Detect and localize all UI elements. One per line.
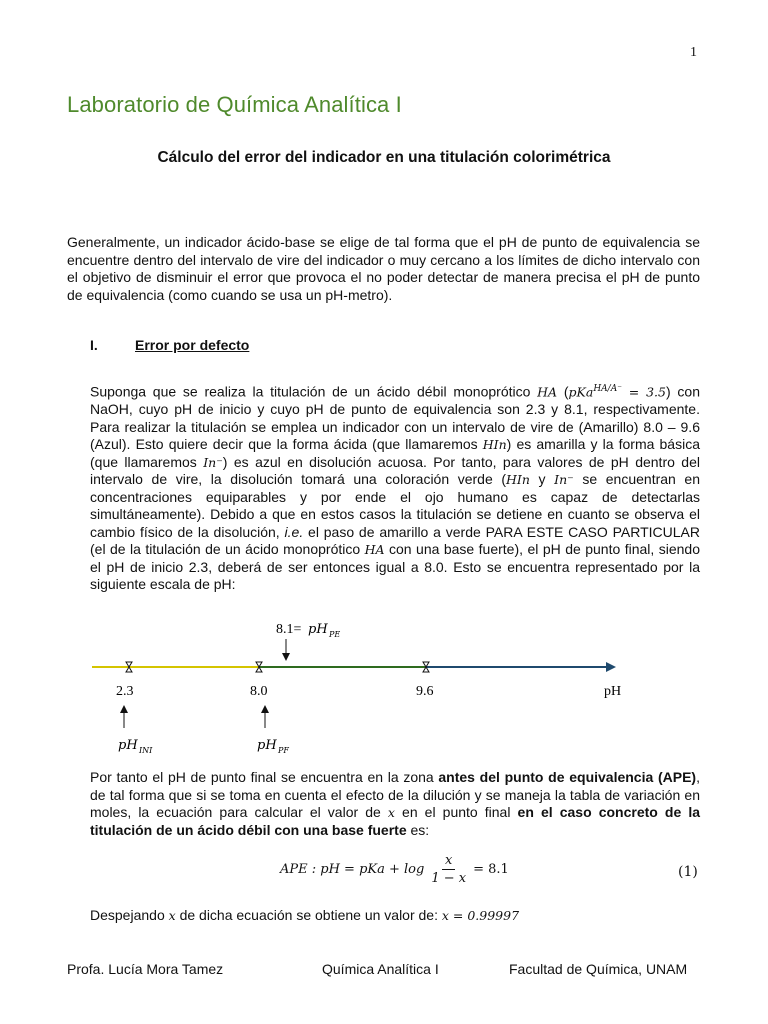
scale-arrow-head — [606, 662, 616, 672]
text: ) es azul en disolución acuosa. Por tanto, para valores de pH dentro del intervalo de vire, la disolución tomará una coloración verde ( — [90, 453, 700, 488]
text: Despejando — [90, 907, 169, 923]
math-hin: HIn — [482, 437, 507, 453]
text: de dicha ecuación se obtiene un valor de: — [175, 907, 442, 923]
math-in: In⁻ — [554, 472, 574, 488]
text: Suponga que se realiza la titulación de un ácido débil monoprótico — [90, 383, 538, 400]
math-ha: HA — [364, 542, 385, 558]
text: con una base fuerte), el pH de punto final, siendo el pH de inicio 2.3, deberá de ser entonces igual a 8.0. Esto se encuentra representado por la siguiente escala de pH: — [90, 541, 700, 593]
math-pka-value: = 3.5 — [621, 384, 666, 400]
section-title: Error por defecto — [135, 337, 250, 353]
equation-1 — [280, 852, 509, 887]
pe-label: 8.1= — [276, 622, 302, 637]
pe-ph: pH — [308, 622, 328, 637]
math-x: x — [168, 908, 176, 923]
document-title: Laboratorio de Química Analítica I — [67, 92, 402, 117]
math-pka: pKa — [568, 384, 594, 400]
document-subtitle: Cálculo del error del indicador en una titulación colorimétrica — [157, 149, 611, 166]
fraction-numerator: x — [442, 852, 455, 870]
pf-ph: pH — [257, 738, 277, 753]
math-ha: HA — [537, 384, 558, 400]
page-number: 1 — [690, 45, 697, 60]
equation-number: (1) — [678, 864, 698, 880]
math-hin: HIn — [506, 472, 530, 488]
fraction-denominator: 1 − x — [431, 871, 467, 886]
text: ) es amarilla y la forma básica (que llamaremos — [90, 436, 700, 470]
math-x: x — [387, 805, 395, 820]
tick-label-9-6: 9.6 — [416, 684, 434, 699]
text: ) con NaOH, cuyo pH de inicio y cuyo pH de punto de equivalencia son 2.3 y 8.1, respectivamente. Para realizar la titulación se emplea un indicador con un intervalo de vire de (Amarillo) 8.0 – 9.6 (Azul). Esto quiere decir que la forma ácida (que llamaremos — [90, 383, 700, 453]
footer-course: Química Analítica I — [322, 961, 439, 977]
tick-label-2-3: 2.3 — [116, 684, 134, 699]
pf-subscript: PF — [278, 746, 289, 755]
ph-scale-diagram — [0, 610, 768, 760]
intro-paragraph: Generalmente, un indicador ácido-base se elige de tal forma que el pH de punto de equivalencia se encuentre dentro del intervalo de vire del indicador o muy cercano a los límites de dicho intervalo con el objetivo de disminuir el error que provoca el no poder detectar de manera precisa el pH de punto de equivalencia (como cuando se usa un pH-metro). — [67, 234, 700, 303]
text: se encuentran en concentraciones equiparables y por ende el ojo humano es capaz de detectarlas simultáneamente). Debido a que en estos casos la titulación se detiene en cuanto se observa el cambio físico de la disolución, — [90, 471, 700, 540]
math-pka-superscript: HA/A⁻ — [593, 384, 622, 394]
text: Por tanto el pH de punto final se encuentra en la zona — [90, 769, 439, 785]
math-in: In⁻ — [203, 454, 223, 470]
text: es: — [406, 821, 430, 838]
tick-label-8-0: 8.0 — [250, 684, 268, 699]
text: y — [529, 471, 555, 488]
footer-institution: Facultad de Química, UNAM — [509, 961, 688, 977]
ini-ph: pH — [118, 738, 138, 753]
text: en el punto final — [394, 804, 518, 820]
paragraph-result — [90, 907, 519, 923]
footer-author: Profa. Lucía Mora Tamez — [67, 961, 224, 977]
bold-text: en el caso concreto de la titulación de un ácido débil con una base fuerte — [90, 804, 701, 838]
text: el paso de amarillo a verde PARA ESTE CASO PARTICULAR (el de la titulación de un ácido monoprótico — [90, 523, 700, 558]
ie-abbrev: i.e. — [284, 523, 304, 540]
section-number: I. — [90, 337, 98, 353]
ini-subscript: INI — [139, 746, 153, 755]
equation-rhs: = 8.1 — [473, 862, 509, 877]
text: , de tal forma que si se toma en cuenta el efecto de la dilución y se maneja la tabla de variación en moles, la ecuación para calcular el valor de — [90, 769, 700, 820]
bold-text: antes del punto de equivalencia (APE) — [438, 769, 697, 785]
equation-lhs: APE : pH = pKa + log — [280, 862, 425, 877]
paragraph-titration — [90, 381, 700, 594]
paragraph-ape — [90, 769, 700, 839]
math-result: x = 0.99997 — [441, 908, 520, 923]
equation-fraction — [428, 852, 469, 887]
axis-label-ph: pH — [604, 684, 622, 699]
pe-subscript: PE — [329, 630, 341, 639]
text: ( — [557, 383, 569, 400]
